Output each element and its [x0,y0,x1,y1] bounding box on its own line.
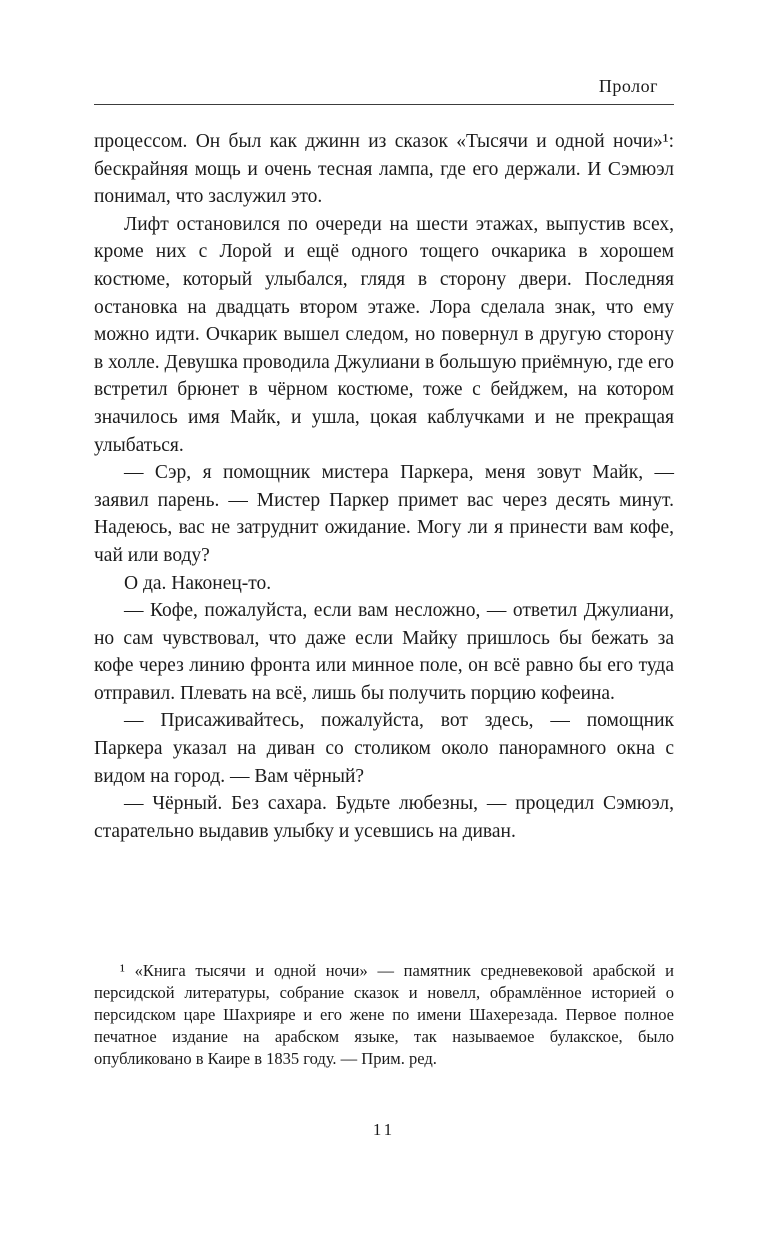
paragraph: — Кофе, пожалуйста, если вам несложно, — ответил Джулиани, но сам чувствовал, что даже если Майку пришлось бы бежать за кофе через линию фронта или минное поле, он всё равно бы его туда отправил. Плевать на всё, лишь бы получить порцию кофеина. [94,600,674,704]
running-title: Пролог [598,76,658,96]
page-header [94,76,674,105]
body-text [94,128,674,845]
paragraph: — Присаживайтесь, пожалуйста, вот здесь, — помощник Паркера указал на диван со столиком около панорамного окна с видом на город. — Вам чёрный? [94,710,674,787]
paragraph: О да. Наконец-то. [124,572,272,594]
paragraph: процессом. Он был как джинн из сказок «Тысячи и одной ночи»¹: бескрайняя мощь и очень тесная лампа, где его держали. И Сэмюэл понимал, что заслужил это. [94,131,674,208]
paragraph: Лифт остановился по очереди на шести этажах, выпустив всех, кроме них с Лорой и ещё одного тощего очкарика в хорошем костюме, который улыбался, глядя в сторону двери. Последняя остановка на двадцать втором этаже. Лора сделала знак, что ему можно идти. Очкарик вышел следом, но повернул в другую сторону в холле. Девушка проводила Джулиани в большую приёмную, где его встретил брюнет в чёрном костюме, тоже с бейджем, на котором значилось имя Майк, и ушла, цокая каблучками и не прекращая улыбаться. [94,213,674,456]
footnote-area [94,960,674,1070]
page-number: 11 [372,1120,396,1139]
footnote: ¹ «Книга тысячи и одной ночи» — памятник средневековой арабской и персидской литературы, собрание сказок и новелл, обрамлённое историей о персидском царе Шахрияре и его жене по имени Шахерезада. Первое полное печатное издание на арабском языке, так называемое булакское, было опубликовано в Каире в 1835 году. — Прим. ред. [94,961,674,1068]
paragraph: — Чёрный. Без сахара. Будьте любезны, — процедил Сэмюэл, старательно выдавив улыбку и усевшись на диван. [94,793,674,842]
paragraph: — Сэр, я помощник мистера Паркера, меня зовут Майк, — заявил парень. — Мистер Паркер примет вас через десять минут. Надеюсь, вас не затруднит ожидание. Могу ли я принести вам кофе, чай или воду? [94,462,674,566]
header-rule [94,104,674,105]
